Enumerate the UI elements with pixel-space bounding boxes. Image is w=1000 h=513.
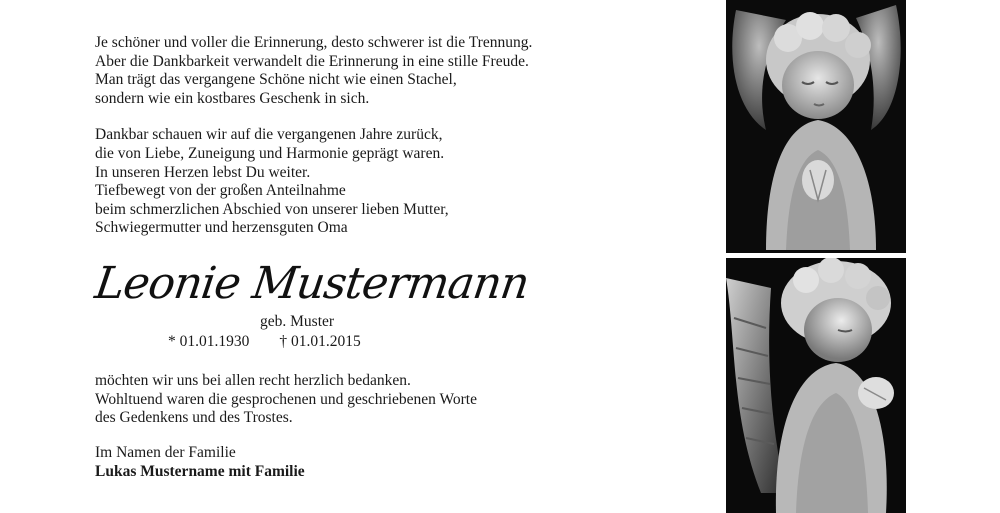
thanks-body-text: möchten wir uns bei allen recht herzlich bedanken. Wohltuend waren die gesprochenen und geschriebenen Worte des Gedenkens und des Trostes. xyxy=(95,372,477,427)
spacer xyxy=(95,108,655,126)
angel-photo-bottom xyxy=(726,258,906,513)
signer-name: Lukas Mustername mit Familie xyxy=(95,462,305,480)
closing-block xyxy=(95,444,305,481)
closing-line: Im Namen der Familie xyxy=(95,444,236,461)
thanks-intro-text: Dankbar schauen wir auf die vergangenen Jahre zurück, die von Liebe, Zuneigung und Harmonie geprägt waren. In unseren Herzen lebst Du weiter. Tiefbewegt von der großen Anteilnahme beim schmerzlichen Abschied von unserer lieben Mutter, Schwiegermutter und herzensguten Oma xyxy=(95,126,449,237)
deceased-name: Leonie Mustermann xyxy=(92,258,532,309)
birth-name: geb. Muster xyxy=(260,313,335,330)
poem-text: Je schöner und voller die Erinnerung, desto schwerer ist die Trennung. Aber die Dankbarkeit verwandelt die Erinnerung in eine stille Freude. Man trägt das vergangene Schöne nicht wie einen Stachel, sondern wie ein kostbares Geschenk in sich. xyxy=(95,34,533,107)
death-date: † 01.01.2015 xyxy=(279,333,361,350)
angel-praying-image xyxy=(726,0,906,253)
angel-photo-top xyxy=(726,0,906,253)
angel-profile-image xyxy=(726,258,906,513)
birth-date: * 01.01.1930 xyxy=(168,333,250,350)
life-dates xyxy=(168,333,361,351)
intro-text xyxy=(95,34,655,238)
